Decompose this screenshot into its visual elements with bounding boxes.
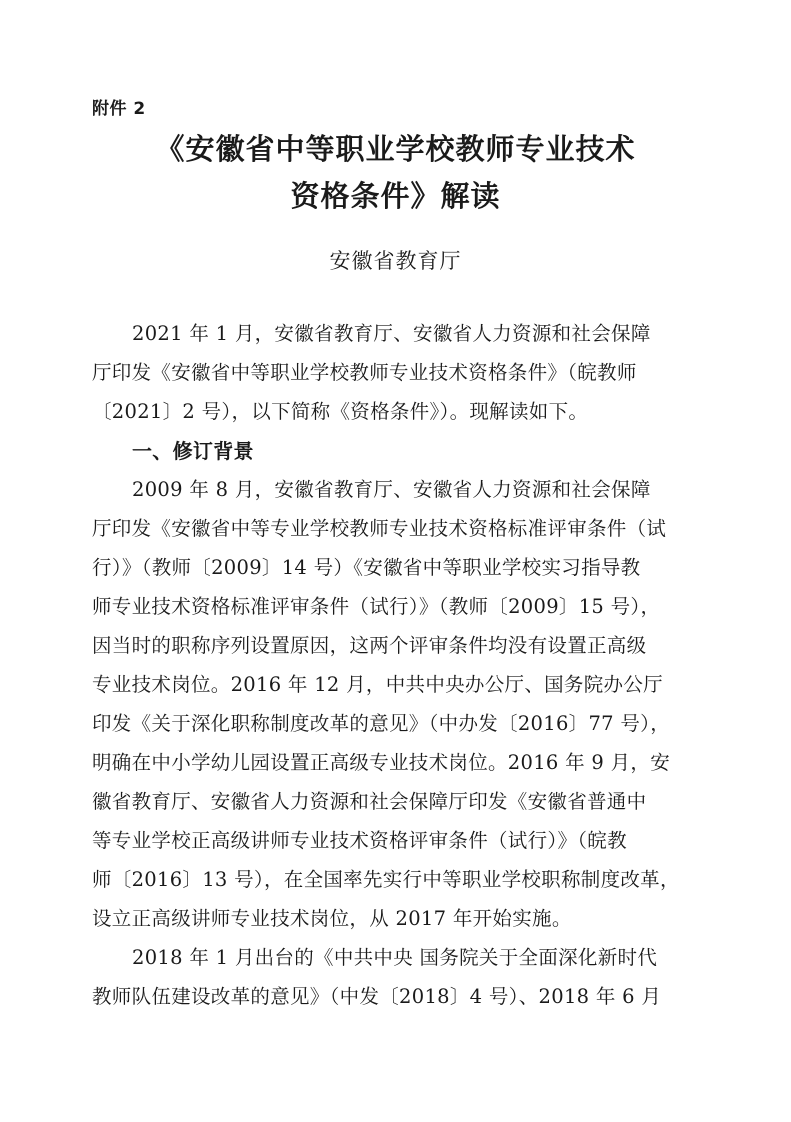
body-line: 徽省教育厅、安徽省人力资源和社会保障厅印发《安徽省普通中 bbox=[92, 790, 647, 813]
document-title-line-2: 资格条件》解读 bbox=[290, 179, 501, 213]
body-line: 等专业学校正高级讲师专业技术资格评审条件（试行）》（皖教 bbox=[92, 829, 627, 852]
issuer-name: 安徽省教育厅 bbox=[329, 249, 462, 273]
document-title-line-1: 《安徽省中等职业学校教师专业技术 bbox=[155, 132, 636, 166]
attachment-label: 附件 2 bbox=[92, 99, 146, 119]
body-line: 师〔2016〕13 号），在全国率先实行中等职业学校职称制度改革， bbox=[92, 868, 680, 891]
body-line: 设立正高级讲师专业技术岗位，从 2017 年开始实施。 bbox=[92, 907, 572, 930]
section-heading: 一、修订背景 bbox=[132, 439, 254, 463]
body-line: 专业技术岗位。2016 年 12 月，中共中央办公厅、国务院办公厅 bbox=[92, 673, 663, 696]
body-line: 2018 年 1 月出台的《中共中央 国务院关于全面深化新时代 bbox=[132, 946, 658, 969]
body-line: 因当时的职称序列设置原因，这两个评审条件均没有设置正高级 bbox=[92, 634, 647, 657]
body-line: 师专业技术资格标准评审条件（试行）》（教师〔2009〕15 号）， bbox=[92, 595, 661, 618]
body-line: 行）》（教师〔2009〕14 号）《安徽省中等职业学校实习指导教 bbox=[92, 556, 641, 579]
body-line: 厅印发《安徽省中等职业学校教师专业技术资格条件》（皖教师 bbox=[92, 361, 637, 384]
body-line: 厅印发《安徽省中等专业学校教师专业技术资格标准评审条件（试 bbox=[92, 517, 667, 540]
body-line: 2021 年 1 月，安徽省教育厅、安徽省人力资源和社会保障 bbox=[132, 322, 651, 345]
body-line: 明确在中小学幼儿园设置正高级专业技术岗位。2016 年 9 月，安 bbox=[92, 751, 671, 774]
body-line: 印发《关于深化职称制度改革的意见》（中办发〔2016〕77 号）， bbox=[92, 712, 671, 735]
body-line: 2009 年 8 月，安徽省教育厅、安徽省人力资源和社会保障 bbox=[132, 478, 651, 501]
body-line: 教师队伍建设改革的意见》（中发〔2018〕4 号）、2018 年 6 月 bbox=[92, 985, 662, 1008]
body-line: 〔2021〕2 号），以下简称《资格条件》）。现解读如下。 bbox=[92, 400, 589, 423]
